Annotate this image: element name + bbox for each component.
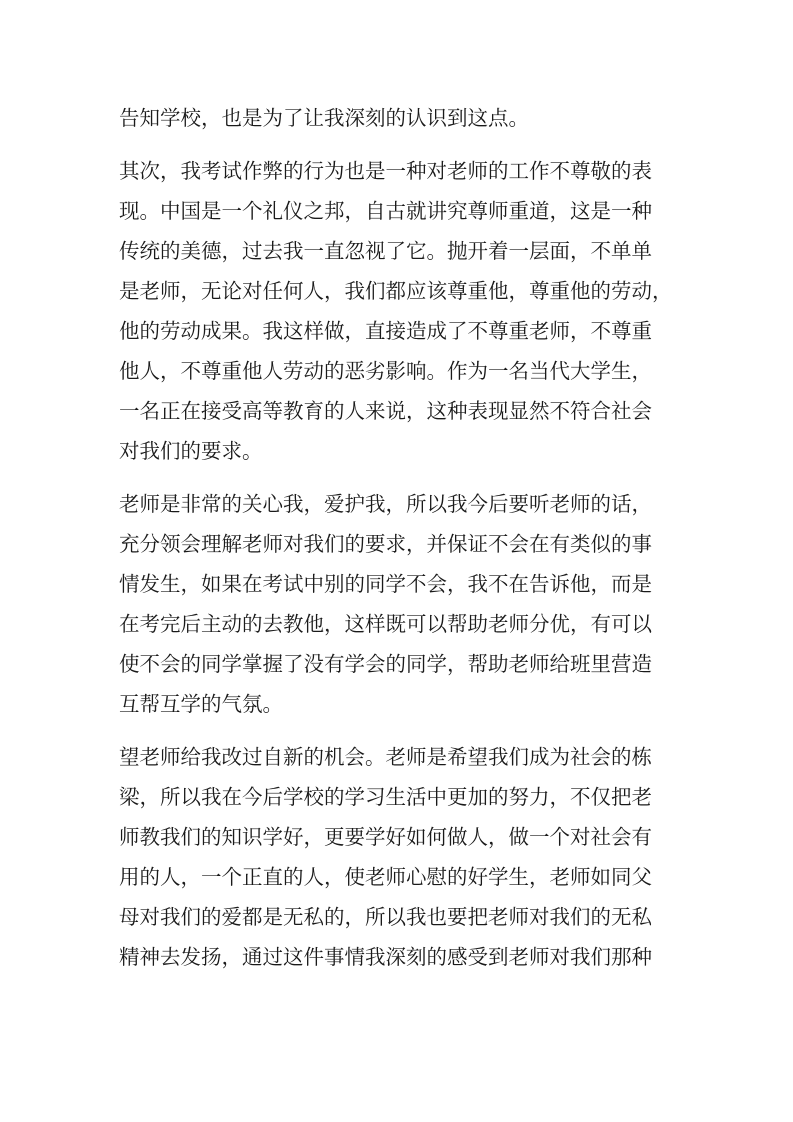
text-line: 其次，我考试作弊的行为也是一种对老师的工作不尊敬的表 bbox=[119, 159, 652, 183]
document-body bbox=[119, 98, 679, 977]
text-line: 对我们的要求。 bbox=[119, 439, 263, 463]
text-line: 互帮互学的气氛。 bbox=[119, 692, 283, 716]
text-line: 精神去发扬，通过这件事情我深刻的感受到老师对我们那种 bbox=[119, 945, 652, 969]
text-line: 母对我们的爱都是无私的，所以我也要把老师对我们的无私 bbox=[119, 905, 652, 929]
text-line: 师教我们的知识学好，更要学好如何做人，做一个对社会有 bbox=[119, 825, 652, 849]
text-line: 充分领会理解老师对我们的要求，并保证不会在有类似的事 bbox=[119, 532, 652, 556]
text-line: 现。中国是一个礼仪之邦，自古就讲究尊师重道，这是一种 bbox=[119, 199, 652, 223]
text-line: 在考完后主动的去教他，这样既可以帮助老师分优，有可以 bbox=[119, 612, 652, 636]
paragraph-1 bbox=[119, 98, 679, 138]
text-line: 望老师给我改过自新的机会。老师是希望我们成为社会的栋 bbox=[119, 745, 652, 769]
text-line: 使不会的同学掌握了没有学会的同学，帮助老师给班里营造 bbox=[119, 652, 652, 676]
paragraph-2 bbox=[119, 151, 679, 471]
text-line: 是老师，无论对任何人，我们都应该尊重他，尊重他的劳动， bbox=[119, 279, 673, 303]
text-line: 他的劳动成果。我这样做，直接造成了不尊重老师，不尊重 bbox=[119, 319, 652, 343]
text-line: 他人，不尊重他人劳动的恶劣影响。作为一名当代大学生， bbox=[119, 359, 652, 383]
text-line: 传统的美德，过去我一直忽视了它。抛开着一层面，不单单 bbox=[119, 239, 652, 263]
text-line: 告知学校，也是为了让我深刻的认识到这点。 bbox=[119, 106, 529, 130]
text-line: 梁，所以我在今后学校的学习生活中更加的努力，不仅把老 bbox=[119, 785, 652, 809]
paragraph-3 bbox=[119, 484, 679, 724]
text-line: 一名正在接受高等教育的人来说，这种表现显然不符合社会 bbox=[119, 399, 652, 423]
text-line: 用的人，一个正直的人，使老师心慰的好学生，老师如同父 bbox=[119, 865, 652, 889]
paragraph-4 bbox=[119, 737, 679, 977]
text-line: 情发生，如果在考试中别的同学不会，我不在告诉他，而是 bbox=[119, 572, 652, 596]
text-line: 老师是非常的关心我，爱护我，所以我今后要听老师的话， bbox=[119, 492, 652, 516]
